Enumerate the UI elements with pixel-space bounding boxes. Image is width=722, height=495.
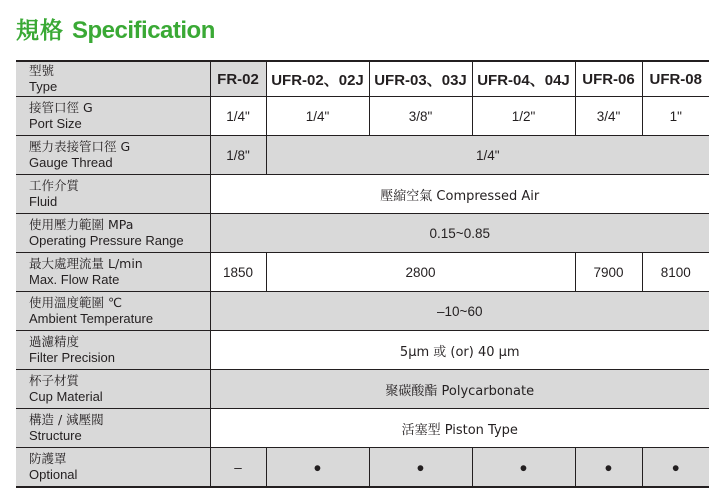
table-row-optional [16, 448, 709, 488]
table-row-gauge-thread [16, 136, 709, 175]
model-header: UFR-06 [575, 61, 642, 97]
table-cell: ● [575, 448, 642, 488]
row-label-port-size: 接管口徑 G Port Size [16, 97, 210, 136]
table-row-structure [16, 409, 709, 448]
row-label-structure: 構造 / 減壓閥 Structure [16, 409, 210, 448]
title-english: Specification [72, 17, 215, 44]
table-cell: 聚碳酸酯 Polycarbonate [210, 370, 709, 409]
row-label-type: 型號 Type [16, 61, 210, 97]
table-cell: 3/8" [369, 97, 472, 136]
table-cell: 3/4" [575, 97, 642, 136]
title-chinese: 規格 [16, 18, 64, 44]
table-cell: 1" [642, 97, 709, 136]
table-row-fluid [16, 175, 709, 214]
table-cell: 1/2" [472, 97, 575, 136]
table-cell: 1/4" [210, 97, 266, 136]
table-cell: ● [369, 448, 472, 488]
table-cell: ● [472, 448, 575, 488]
table-cell: 8100 [642, 253, 709, 292]
model-header: UFR-08 [642, 61, 709, 97]
specification-table [16, 60, 709, 488]
table-cell: 7900 [575, 253, 642, 292]
table-cell: ● [266, 448, 369, 488]
table-row-filter-precision [16, 331, 709, 370]
table-cell: 活塞型 Piston Type [210, 409, 709, 448]
row-label-max-flow-rate: 最大處理流量 L/min Max. Flow Rate [16, 253, 210, 292]
row-label-ambient-temperature: 使用溫度範圍 ℃ Ambient Temperature [16, 292, 210, 331]
table-cell: ● [642, 448, 709, 488]
table-row-max-flow-rate [16, 253, 709, 292]
model-header: UFR-03、03J [369, 61, 472, 97]
row-label-fluid: 工作介質 Fluid [16, 175, 210, 214]
table-cell: 1/8" [210, 136, 266, 175]
model-header: UFR-02、02J [266, 61, 369, 97]
table-cell: 0.15~0.85 [210, 214, 709, 253]
row-label-filter-precision: 過濾精度 Filter Precision [16, 331, 210, 370]
model-header: FR-02 [210, 61, 266, 97]
row-label-operating-pressure: 使用壓力範圍 MPa Operating Pressure Range [16, 214, 210, 253]
row-label-cup-material: 杯子材質 Cup Material [16, 370, 210, 409]
table-row-type [16, 61, 709, 97]
table-row-port-size [16, 97, 709, 136]
table-cell: 5μm 或 (or) 40 μm [210, 331, 709, 370]
table-cell: 1850 [210, 253, 266, 292]
page-title [16, 12, 215, 48]
table-row-operating-pressure [16, 214, 709, 253]
table-row-ambient-temperature [16, 292, 709, 331]
table-cell: 2800 [266, 253, 575, 292]
table-row-cup-material [16, 370, 709, 409]
row-label-gauge-thread: 壓力表接管口徑 G Gauge Thread [16, 136, 210, 175]
model-header: UFR-04、04J [472, 61, 575, 97]
table-cell: –10~60 [210, 292, 709, 331]
row-label-optional: 防護罩 Optional [16, 448, 210, 488]
table-cell: 1/4" [266, 136, 709, 175]
table-cell: 壓縮空氣 Compressed Air [210, 175, 709, 214]
table-cell: – [210, 448, 266, 488]
table-cell: 1/4" [266, 97, 369, 136]
